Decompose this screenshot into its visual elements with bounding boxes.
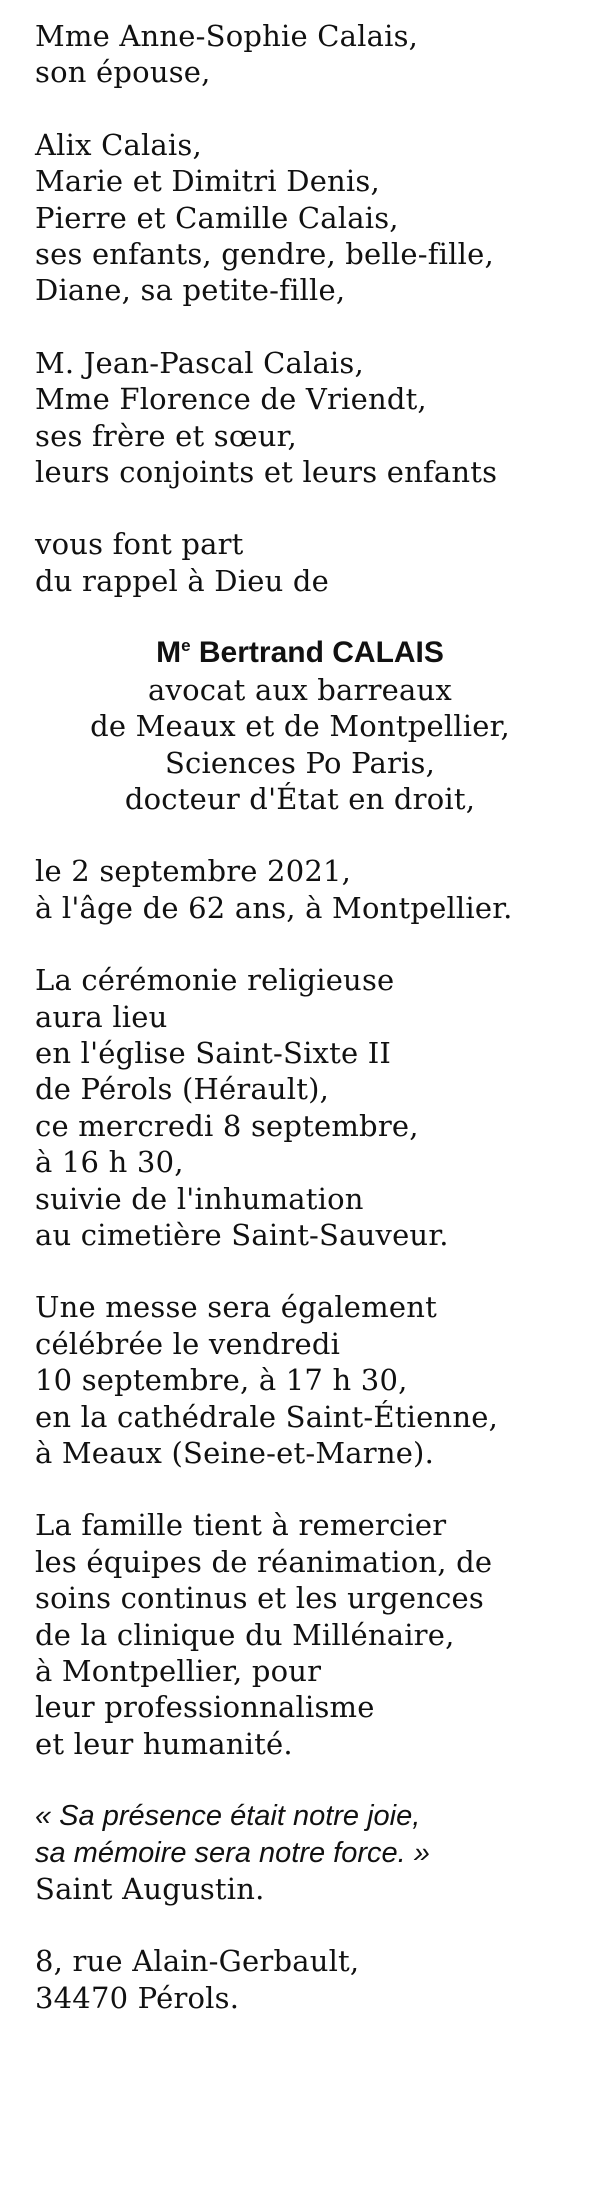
text-line: La famille tient à remercier	[35, 1508, 447, 1543]
text-line: à Montpellier, pour	[35, 1654, 322, 1689]
spacer	[0, 1471, 600, 1507]
deceased-title-sup: e	[181, 636, 191, 656]
text-line: ses enfants, gendre, belle-fille,	[35, 237, 494, 272]
text-line: vous font part	[35, 527, 244, 562]
text-line: Une messe sera également	[35, 1290, 437, 1325]
spacer	[0, 817, 600, 853]
text-line: à l'âge de 62 ans, à Montpellier.	[35, 890, 513, 925]
text-line: Mme Anne-Sophie Calais,	[35, 19, 419, 53]
ceremony-section	[35, 962, 590, 1253]
text-line: ce mercredi 8 septembre,	[35, 1108, 419, 1143]
quote-line: sa mémoire sera notre force. »	[35, 1836, 430, 1869]
text-line: docteur d'État en droit,	[124, 781, 476, 816]
text-line: en la cathédrale Saint-Étienne,	[35, 1399, 498, 1434]
text-line: Alix Calais,	[35, 127, 202, 162]
mass-section	[35, 1289, 590, 1471]
announcement-section	[35, 526, 590, 599]
text-line: et leur humanité.	[35, 1726, 293, 1761]
text-line: Pierre et Camille Calais,	[35, 200, 399, 235]
text-line: à Meaux (Seine-et-Marne).	[35, 1436, 434, 1470]
text-line: Diane, sa petite-fille,	[35, 273, 346, 308]
spacer	[0, 1762, 600, 1798]
spacer	[0, 309, 600, 345]
text-line: 8, rue Alain-Gerbault,	[35, 1944, 360, 1979]
deceased-name	[0, 635, 600, 671]
text-line: Sciences Po Paris,	[164, 745, 436, 780]
deceased-section	[0, 635, 600, 817]
spacer	[0, 1907, 600, 1943]
text-line: avocat aux barreaux	[148, 672, 452, 707]
text-line: à 16 h 30,	[35, 1145, 184, 1180]
text-line: Mme Florence de Vriendt,	[35, 382, 427, 417]
quote-author: Saint Augustin.	[35, 1872, 265, 1907]
text-line: célébrée le vendredi	[35, 1326, 341, 1361]
text-line: de Pérols (Hérault),	[35, 1072, 330, 1107]
text-line: aura lieu	[35, 999, 168, 1034]
text-line: au cimetière Saint-Sauveur.	[35, 1217, 449, 1252]
siblings-section	[35, 345, 590, 491]
text-line: La cérémonie religieuse	[35, 963, 395, 998]
spouse-section	[35, 18, 590, 91]
text-line: les équipes de réanimation, de	[35, 1544, 493, 1579]
text-line: leurs conjoints et leurs enfants	[35, 455, 498, 490]
text-line: ses frère et sœur,	[35, 418, 297, 453]
spacer	[0, 926, 600, 962]
text-line: M. Jean-Pascal Calais,	[35, 345, 364, 380]
text-line: leur professionnalisme	[35, 1690, 375, 1725]
address-section	[35, 1943, 590, 2016]
text-line: son épouse,	[35, 55, 211, 90]
deceased-title: M	[156, 636, 182, 670]
text-line: 34470 Pérols.	[35, 1980, 240, 2015]
text-line: Marie et Dimitri Denis,	[35, 164, 380, 199]
thanks-section	[35, 1507, 590, 1762]
death-section	[35, 853, 590, 926]
children-section	[35, 127, 590, 309]
spacer	[0, 490, 600, 526]
text-line: 10 septembre, à 17 h 30,	[35, 1363, 408, 1398]
text-line: de Meaux et de Montpellier,	[90, 709, 510, 744]
text-line: le 2 septembre 2021,	[35, 854, 352, 889]
deceased-name-text: Bertrand CALAIS	[190, 636, 444, 670]
quote-section	[35, 1798, 590, 1907]
text-line: en l'église Saint-Sixte II	[35, 1035, 392, 1070]
text-line: du rappel à Dieu de	[35, 563, 330, 598]
spacer	[0, 91, 600, 127]
quote-line: « Sa présence était notre joie,	[35, 1800, 421, 1833]
spacer	[0, 1253, 600, 1289]
text-line: de la clinique du Millénaire,	[35, 1617, 455, 1652]
spacer	[0, 599, 600, 635]
text-line: soins continus et les urgences	[35, 1581, 484, 1616]
text-line: suivie de l'inhumation	[35, 1181, 364, 1216]
